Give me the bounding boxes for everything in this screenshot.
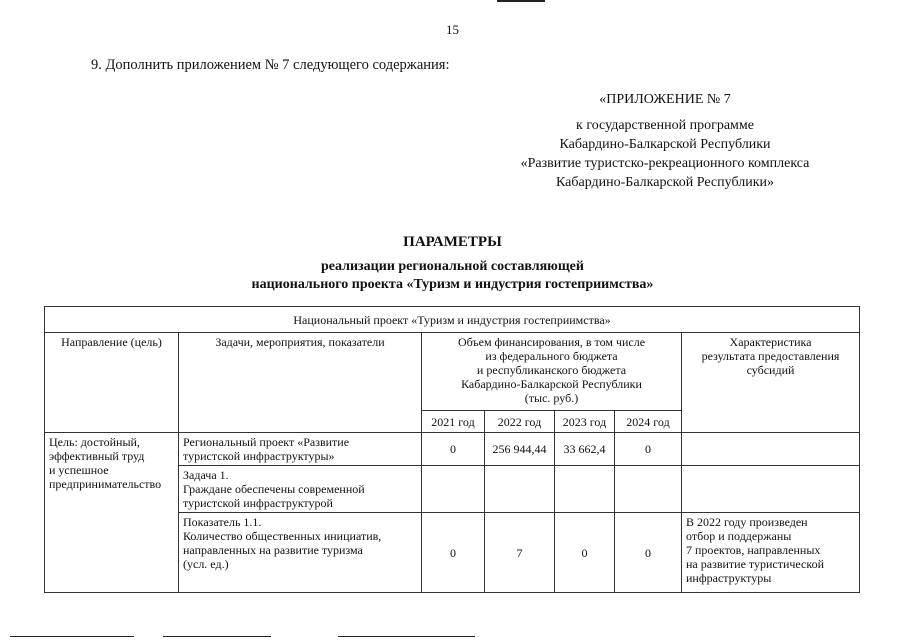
- value-cell: 7: [485, 513, 555, 593]
- funding-header-line: (тыс. руб.): [524, 391, 579, 405]
- funding-header-line: Объем финансирования, в том числе: [457, 335, 646, 349]
- task-line: туристской инфраструктуры»: [183, 449, 335, 463]
- value-cell: 0: [422, 433, 485, 466]
- task-cell: [179, 513, 422, 593]
- year-header: 2024 год: [615, 411, 682, 433]
- year-header: 2021 год: [422, 411, 485, 433]
- result-line: В 2022 году произведен: [686, 515, 808, 529]
- value-cell: [555, 466, 615, 513]
- value-cell: [485, 466, 555, 513]
- goal-line: предпринимательство: [49, 477, 162, 491]
- tasks-header: Задачи, мероприятия, показатели: [179, 333, 422, 433]
- goal-line: и успешное: [49, 463, 109, 477]
- goal-line: Цель: достойный,: [49, 435, 140, 449]
- task-line: Задача 1.: [183, 468, 229, 482]
- value-cell: 256 944,44: [485, 433, 555, 466]
- document-subheading: национального проекта «Туризм и индустрия гостеприимства»: [251, 277, 654, 292]
- result-line: 7 проектов, направленных: [686, 543, 821, 557]
- value-cell: 0: [615, 433, 682, 466]
- footer-rule: [163, 636, 271, 637]
- task-line: направленных на развитие туризма: [183, 543, 363, 557]
- parameters-table: [44, 306, 860, 593]
- year-header: 2023 год: [555, 411, 615, 433]
- funding-header-line: Кабардино-Балкарской Республики: [461, 377, 642, 391]
- appendix-title: «ПРИЛОЖЕНИЕ № 7: [599, 92, 731, 107]
- funding-header: [422, 333, 682, 411]
- task-line: Граждане обеспечены современной: [183, 482, 365, 496]
- footer-rule: [338, 636, 475, 637]
- goal-line: эффективный труд: [49, 449, 145, 463]
- result-header-line: Характеристика: [729, 335, 812, 349]
- task-line: (усл. ед.): [183, 557, 229, 571]
- appendix-line: Кабардино-Балкарской Республики: [559, 137, 771, 152]
- result-header: [682, 333, 860, 433]
- appendix-line: Кабардино-Балкарской Республики»: [556, 175, 774, 190]
- task-line: Показатель 1.1.: [183, 515, 262, 529]
- result-cell: [682, 466, 860, 513]
- top-edge-mark: [497, 0, 545, 2]
- task-line: туристской инфраструктурой: [183, 496, 333, 510]
- value-cell: 0: [422, 513, 485, 593]
- value-cell: 33 662,4: [555, 433, 615, 466]
- appendix-line: «Развитие туристско-рекреационного комплекса: [520, 156, 810, 171]
- appendix-block: [470, 90, 860, 192]
- result-cell: [682, 513, 860, 593]
- page-number: 15: [446, 22, 459, 37]
- result-line: отбор и поддержаны: [686, 529, 792, 543]
- task-line: Количество общественных инициатив,: [183, 529, 382, 543]
- result-header-line: субсидий: [746, 363, 795, 377]
- appendix-line: к государственной программе: [576, 118, 754, 133]
- value-cell: [615, 466, 682, 513]
- footer-rule: [10, 636, 134, 637]
- year-header: 2022 год: [485, 411, 555, 433]
- value-cell: 0: [555, 513, 615, 593]
- goal-cell: [45, 433, 179, 593]
- funding-header-line: из федерального бюджета: [485, 349, 618, 363]
- result-header-line: результата предоставления: [701, 349, 840, 363]
- task-line: Региональный проект «Развитие: [183, 435, 350, 449]
- direction-header: Направление (цель): [45, 333, 179, 433]
- project-header-cell: Национальный проект «Туризм и индустрия гостеприимства»: [45, 307, 860, 333]
- value-cell: 0: [615, 513, 682, 593]
- funding-header-line: и республиканского бюджета: [476, 363, 627, 377]
- document-heading: ПАРАМЕТРЫ: [403, 234, 502, 250]
- result-cell: [682, 433, 860, 466]
- result-line: на развитие туристической: [686, 557, 825, 571]
- document-subheading: реализации региональной составляющей: [321, 259, 584, 274]
- result-line: инфраструктуры: [686, 571, 772, 585]
- task-cell: [179, 433, 422, 466]
- intro-paragraph: 9. Дополнить приложением № 7 следующего содержания:: [91, 57, 450, 73]
- table-row: [45, 433, 860, 466]
- task-cell: [179, 466, 422, 513]
- value-cell: [422, 466, 485, 513]
